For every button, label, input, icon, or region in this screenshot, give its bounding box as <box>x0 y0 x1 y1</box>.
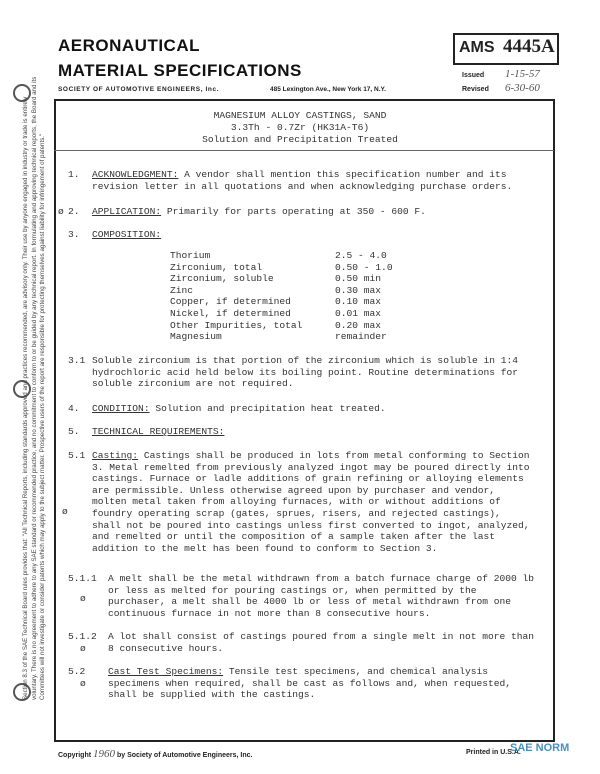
section-5-1-1-text: A melt shall be the metal withdrawn from a batch furnace charge of 2000 lb or less as melted for pouring castings or, when permitted by the purchaser, a melt shall be 4000 lb or less of metal withdrawn from one continuous furnace in not more than 8 consecutive hours. <box>108 573 535 619</box>
section-2 <box>92 206 532 218</box>
section-5-2-text: Tensile test specimens, and chemical analysis specimens when required, shall be cast as follows and, when requested, shall be supplied with the castings. <box>108 666 512 701</box>
section-5-2 <box>108 666 536 701</box>
section-1-text: A vendor shall mention this specification number and its revision letter in all quotations and when acknowledging purchase orders. <box>92 169 513 192</box>
section-1 <box>92 169 532 192</box>
section-5-head: TECHNICAL REQUIREMENTS: <box>92 426 225 437</box>
frame-right <box>553 99 555 741</box>
composition-row: Magnesium remainder <box>170 331 387 343</box>
watermark-logo <box>510 742 569 754</box>
footer-printed: Printed in U.S.A. <box>466 749 521 756</box>
section-5-1-2-mark: ø <box>80 643 86 654</box>
composition-row: Copper, if determined 0.10 max <box>170 296 382 308</box>
section-3-1-text: Soluble zirconium is that portion of the zirconium which is soluble in 1:4 hydrochloric acid held below its boiling point. Routine determinations for soluble zirconium are not required. <box>92 355 519 390</box>
section-5-2-num: 5.2 <box>68 666 86 677</box>
section-5-1 <box>92 450 534 554</box>
doc-title-line1: MAGNESIUM ALLOY CASTINGS, SAND <box>213 110 387 121</box>
issued-date: 1-15-57 <box>505 68 540 80</box>
section-3-head: COMPOSITION: <box>92 229 162 240</box>
header-title-line1: AERONAUTICAL <box>58 36 200 55</box>
section-5-1-2-num: 5.1.2 <box>68 631 97 642</box>
composition-row: Zirconium, soluble 0.50 min <box>170 273 382 285</box>
header-title-line2: MATERIAL SPECIFICATIONS <box>58 61 302 80</box>
copyright-by: by Society of Automotive Engineers, Inc. <box>116 752 253 759</box>
composition-row: Thorium 2.5 - 4.0 <box>170 250 387 261</box>
section-5-1-2-text: A lot shall consist of castings poured from a single melt in not more than 8 consecutive hours. <box>108 631 535 654</box>
section-4-num: 4. <box>68 403 80 414</box>
section-5-1-1-mark: ø <box>80 593 86 604</box>
section-5-num: 5. <box>68 426 80 437</box>
section-3-num: 3. <box>68 229 80 240</box>
doc-title-line3: Solution and Precipitation Treated <box>202 134 398 145</box>
issued-label: Issued <box>462 72 485 79</box>
composition-row: Zirconium, total 0.50 - 1.0 <box>170 261 393 273</box>
composition-row: Other Impurities, total 0.20 max <box>170 319 382 331</box>
footer-copyright <box>58 748 252 760</box>
header-rule <box>54 99 554 101</box>
section-5-1-text: Castings shall be produced in lots from metal conforming to Section 3. Metal remelted from previously analyzed ingot may be poured directly into castings. Furnace or ladle additions of grain refining or alloying elements are permissible. Unless otherwise agreed upon by purchaser and vendor, molten metal taken from alloying furnaces, with or without additions of foundry operating scrap (gates, sprues, risers, and rejected castings), shall not be poured into castings unless first converted to ingot, analyzed, and remelted or until the composition of a sample taken after the last addition to the melt has been found to conform to Section 3. <box>92 450 530 554</box>
section-5-1-mark: ø <box>62 506 68 517</box>
composition-table <box>170 250 393 343</box>
section-2-head: APPLICATION: <box>92 206 162 217</box>
section-5-1-head: Casting: <box>92 450 139 461</box>
ams-label: AMS <box>459 39 495 56</box>
ams-box <box>453 33 559 65</box>
section-4 <box>92 403 532 415</box>
watermark-text: SAE NORM <box>510 742 570 754</box>
section-2-num: 2. <box>68 206 80 217</box>
section-5-1-num: 5.1 <box>68 450 86 461</box>
section-1-num: 1. <box>68 169 80 180</box>
frame-bottom <box>54 740 555 742</box>
composition-row: Zinc 0.30 max <box>170 284 382 296</box>
ams-number: 4445A <box>503 36 555 57</box>
section-2-mark: ø <box>58 206 64 217</box>
revised-date: 6-30-60 <box>505 82 540 94</box>
section-3-1-num: 3.1 <box>68 355 86 366</box>
sidebar-disclaimer: Section 8.3 of the SAE Technical Board rules provides that: "All Technical Reports, including standards approved and practices recommended, are advisory only. Their use by anyone engaged in industry or trade is entirely voluntary. There is no agreement to adhere to any SAE standard or recommended practice, and no commitment to conform to or be guided by any technical report. In formulating and approving technical reports, the Board and its Committees will not investigate or consider patents which may apply to the subject matter. Prospective users of the report are responsible for protecting themselves against liability for infringement of patents." <box>22 76 47 700</box>
frame-left <box>54 99 56 741</box>
revised-label: Revised <box>462 86 489 93</box>
copyright-label: Copyright <box>58 752 92 759</box>
composition-row: Nickel, if determined 0.01 max <box>170 307 382 319</box>
section-4-text: Solution and precipitation heat treated. <box>155 403 386 414</box>
title-rule <box>54 150 554 151</box>
header-society: SOCIETY OF AUTOMOTIVE ENGINEERS, Inc. <box>58 86 220 93</box>
section-1-head: ACKNOWLEDGMENT: <box>92 169 179 180</box>
header-address: 485 Lexington Ave., New York 17, N.Y. <box>270 86 386 93</box>
section-5-2-head: Cast Test Specimens: <box>108 666 224 677</box>
copyright-year: 1960 <box>93 748 116 760</box>
section-2-text: Primarily for parts operating at 350 - 600 F. <box>166 206 426 217</box>
section-4-head: CONDITION: <box>92 403 150 414</box>
doc-title-line2: 3.3Th - 0.7Zr (HK31A-T6) <box>230 122 370 133</box>
section-5-2-mark: ø <box>80 678 86 689</box>
section-5-1-1-num: 5.1.1 <box>68 573 97 584</box>
